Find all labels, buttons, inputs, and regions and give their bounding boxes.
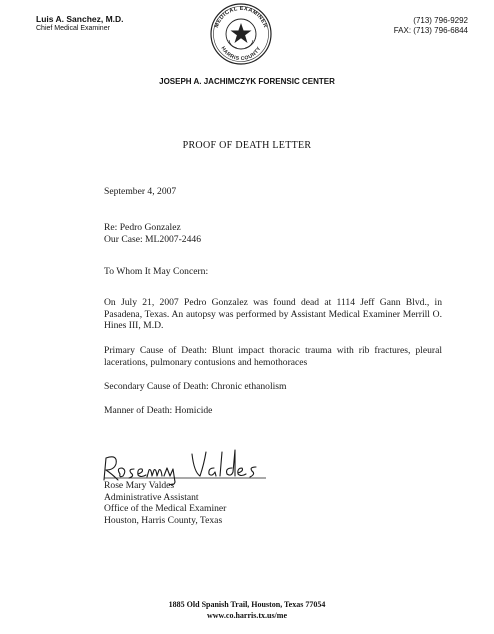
primary-cause: Primary Cause of Death: Blunt impact thoracic trauma with rib fractures, pleural lacerations, pulmonary contusions and hemothoraces <box>104 345 442 368</box>
footer-website: www.co.harris.tx.us/me <box>207 611 287 620</box>
letter-title: PROOF OF DEATH LETTER <box>182 140 312 151</box>
reference-block <box>104 222 201 245</box>
phone-number: (713) 796-9292 <box>413 16 468 25</box>
seal-bottom-text: HARRIS COUNTY <box>219 45 263 63</box>
forensic-center-name: JOSEPH A. JACHIMCZYK FORENSIC CENTER <box>159 77 335 86</box>
signer-title: Administrative Assistant <box>104 491 199 503</box>
letter-date: September 4, 2007 <box>104 186 177 197</box>
salutation: To Whom It May Concern: <box>104 266 209 277</box>
footer <box>0 599 494 621</box>
manner-of-death: Manner of Death: Homicide <box>104 405 213 416</box>
secondary-cause: Secondary Cause of Death: Chronic ethanolism <box>104 381 287 392</box>
official-title: Chief Medical Examiner <box>36 25 110 32</box>
fax-number: FAX: (713) 796-6844 <box>393 26 468 35</box>
letterhead-contact <box>394 16 468 36</box>
body-paragraph: On July 21, 2007 Pedro Gonzalez was found dead at 1114 Jeff Gann Blvd., in Pasadena, Texas. An autopsy was performed by Assistant Medical Examiner Merrill O. Hines III, M.D. <box>104 297 442 331</box>
signature-block <box>104 480 226 526</box>
letterhead-official <box>36 14 124 34</box>
signer-location: Houston, Harris County, Texas <box>104 514 223 526</box>
official-name: Luis A. Sanchez, M.D. <box>36 14 124 24</box>
signer-office: Office of the Medical Examiner <box>104 503 227 514</box>
case-number: Our Case: ML2007-2446 <box>104 233 201 245</box>
star-icon <box>231 23 252 43</box>
re-line: Re: Pedro Gonzalez <box>104 222 181 233</box>
signer-name: Rose Mary Valdes <box>104 480 175 491</box>
medical-examiner-seal <box>200 2 282 66</box>
seal-top-text: MEDICAL EXAMINER <box>213 5 269 29</box>
footer-address: 1885 Old Spanish Trail, Houston, Texas 77054 <box>168 600 326 609</box>
